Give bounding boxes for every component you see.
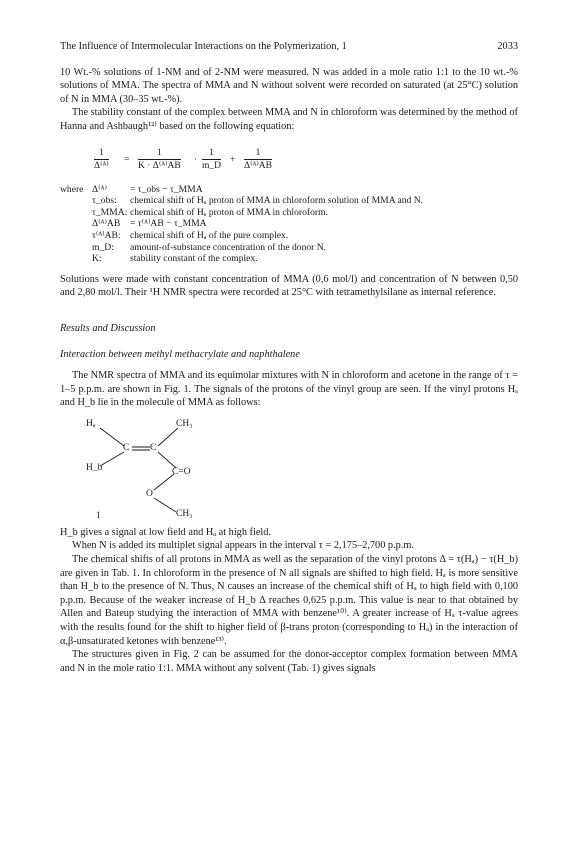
methyl-group: CH₃	[176, 418, 193, 429]
carbonyl-group: C=O	[172, 466, 191, 477]
paragraph: The structures given in Fig. 2 can be assumed for the donor-acceptor complex formation between MMA and N in the mole ratio 1:1. MMA without any solvent (Tab. 1) gives signals	[60, 649, 518, 674]
equation-term-3: $\frac{1}{\text{Δ⁽ᴬ⁾AB}}$	[244, 147, 272, 171]
definitions	[60, 184, 518, 265]
compound-number: 1	[96, 510, 101, 521]
methoxy-group: CH₃	[176, 508, 193, 519]
definition-row: where Δ⁽ᴬ⁾ = τ_obs − τ_MMA	[60, 183, 203, 195]
plus-sign: +	[230, 154, 236, 165]
paragraph: When N is added its multiplet signal appears in the interval τ = 2,175–2,700 p.p.m.	[72, 540, 414, 552]
paragraph: H_b gives a signal at low field and Hₐ at high field.	[60, 526, 271, 538]
paragraph: The stability constant of the complex between MMA and N in chloroform was determined by the method of Hanna and Ashbaugh¹²⁾ based on the following equation:	[60, 107, 518, 132]
equation-term-1: $\frac{1}{\text{K · Δ⁽ᴬ⁾AB}}$	[138, 147, 181, 171]
running-header	[60, 40, 518, 54]
running-title: The Influence of Intermolecular Interactions on the Polymerization, 1	[60, 41, 347, 52]
section-title: Results and Discussion	[60, 322, 156, 334]
subsection-title: Interaction between methyl methacrylate and naphthalene	[60, 348, 300, 360]
equation-lhs: $\frac{1}{\text{Δ⁽ᴬ⁾}}$	[94, 147, 109, 171]
page	[60, 40, 518, 675]
proton-b: H_b	[86, 462, 103, 473]
definition-row: Δ⁽ᴬ⁾AB = τ⁽ᴬ⁾AB − τ_MMA	[92, 218, 207, 230]
definition-row: m_D: amount-of-substance concentration of the donor N.	[92, 241, 327, 253]
vinyl-carbon: C	[123, 442, 130, 453]
vinyl-carbon: C	[150, 442, 157, 453]
dot-operator: ·	[194, 154, 198, 165]
paragraph: The chemical shifts of all protons in MMA as well as the separation of the vinyl protons Δ = τ(Hₐ) − τ(H_b) are given in Tab. 1. In chloroform in the presence of N all signals are shifted to high field. Hₐ is more sensitive than H_b to the presence of N. Thus, N causes an increase of the chemical shift of Hₐ to high field with 0,100 p.p.m. Because of the weaker increase of H_b Δ reaches 0,625 p.p.m. This value is near to that obtained by Allen and Bateup studying the interaction of MMA with benzene¹⁰⁾. A greater increase of Hₐ τ-value agrees with the results found for the shift to higher field of β-trans proton (corresponding to Hₐ) in the interaction of α,β-unsaturated ketones with benzene¹³⁾.	[60, 554, 518, 647]
paragraph: The NMR spectra of MMA and its equimolar mixtures with N in chloroform and acetone in the range of τ = 1–5 p.p.m. are shown in Fig. 1. The signals of the protons of the vinyl group are seen. If the vinyl protons Hₐ and H_b lie in the molecule of MMA as follows:	[60, 370, 518, 409]
definition-row: K: stability constant of the complex.	[92, 253, 258, 265]
proton-a: Hₐ	[86, 418, 96, 429]
paragraph: Solutions were made with constant concentration of MMA (0,6 mol/l) and concentration of N between 0,50 and 2,80 mol/l. Their ¹H NMR spectra were recorded at 25°C with tetramethylsilane as internal reference.	[60, 273, 518, 299]
equals-sign: =	[124, 154, 130, 165]
chemical-structure	[60, 418, 518, 522]
paragraph: 10 Wt.-% solutions of 1-NM and of 2-NM were measured. N was added in a mole ratio 1:1 to the 10 wt.-% solutions of MMA. The spectra of MMA and N without solvent were recorded on saturated (at 25°C) solution of N in MMA (30–35 wt.-%).	[60, 66, 518, 105]
definition-row: τ⁽ᴬ⁾AB: chemical shift of Hₐ of the pure complex.	[92, 229, 289, 241]
definition-row: τ_MMA: chemical shift of Hₐ proton of MMA in chloroform.	[92, 206, 328, 218]
page-number: 2033	[497, 41, 518, 52]
definition-row: τ_obs: chemical shift of Hₐ proton of MMA in chloroform solution of MMA and N.	[92, 195, 424, 207]
equation-term-2: $\frac{1}{m\_D}$	[202, 147, 221, 171]
equation	[94, 148, 518, 174]
ester-oxygen: O	[146, 488, 153, 499]
